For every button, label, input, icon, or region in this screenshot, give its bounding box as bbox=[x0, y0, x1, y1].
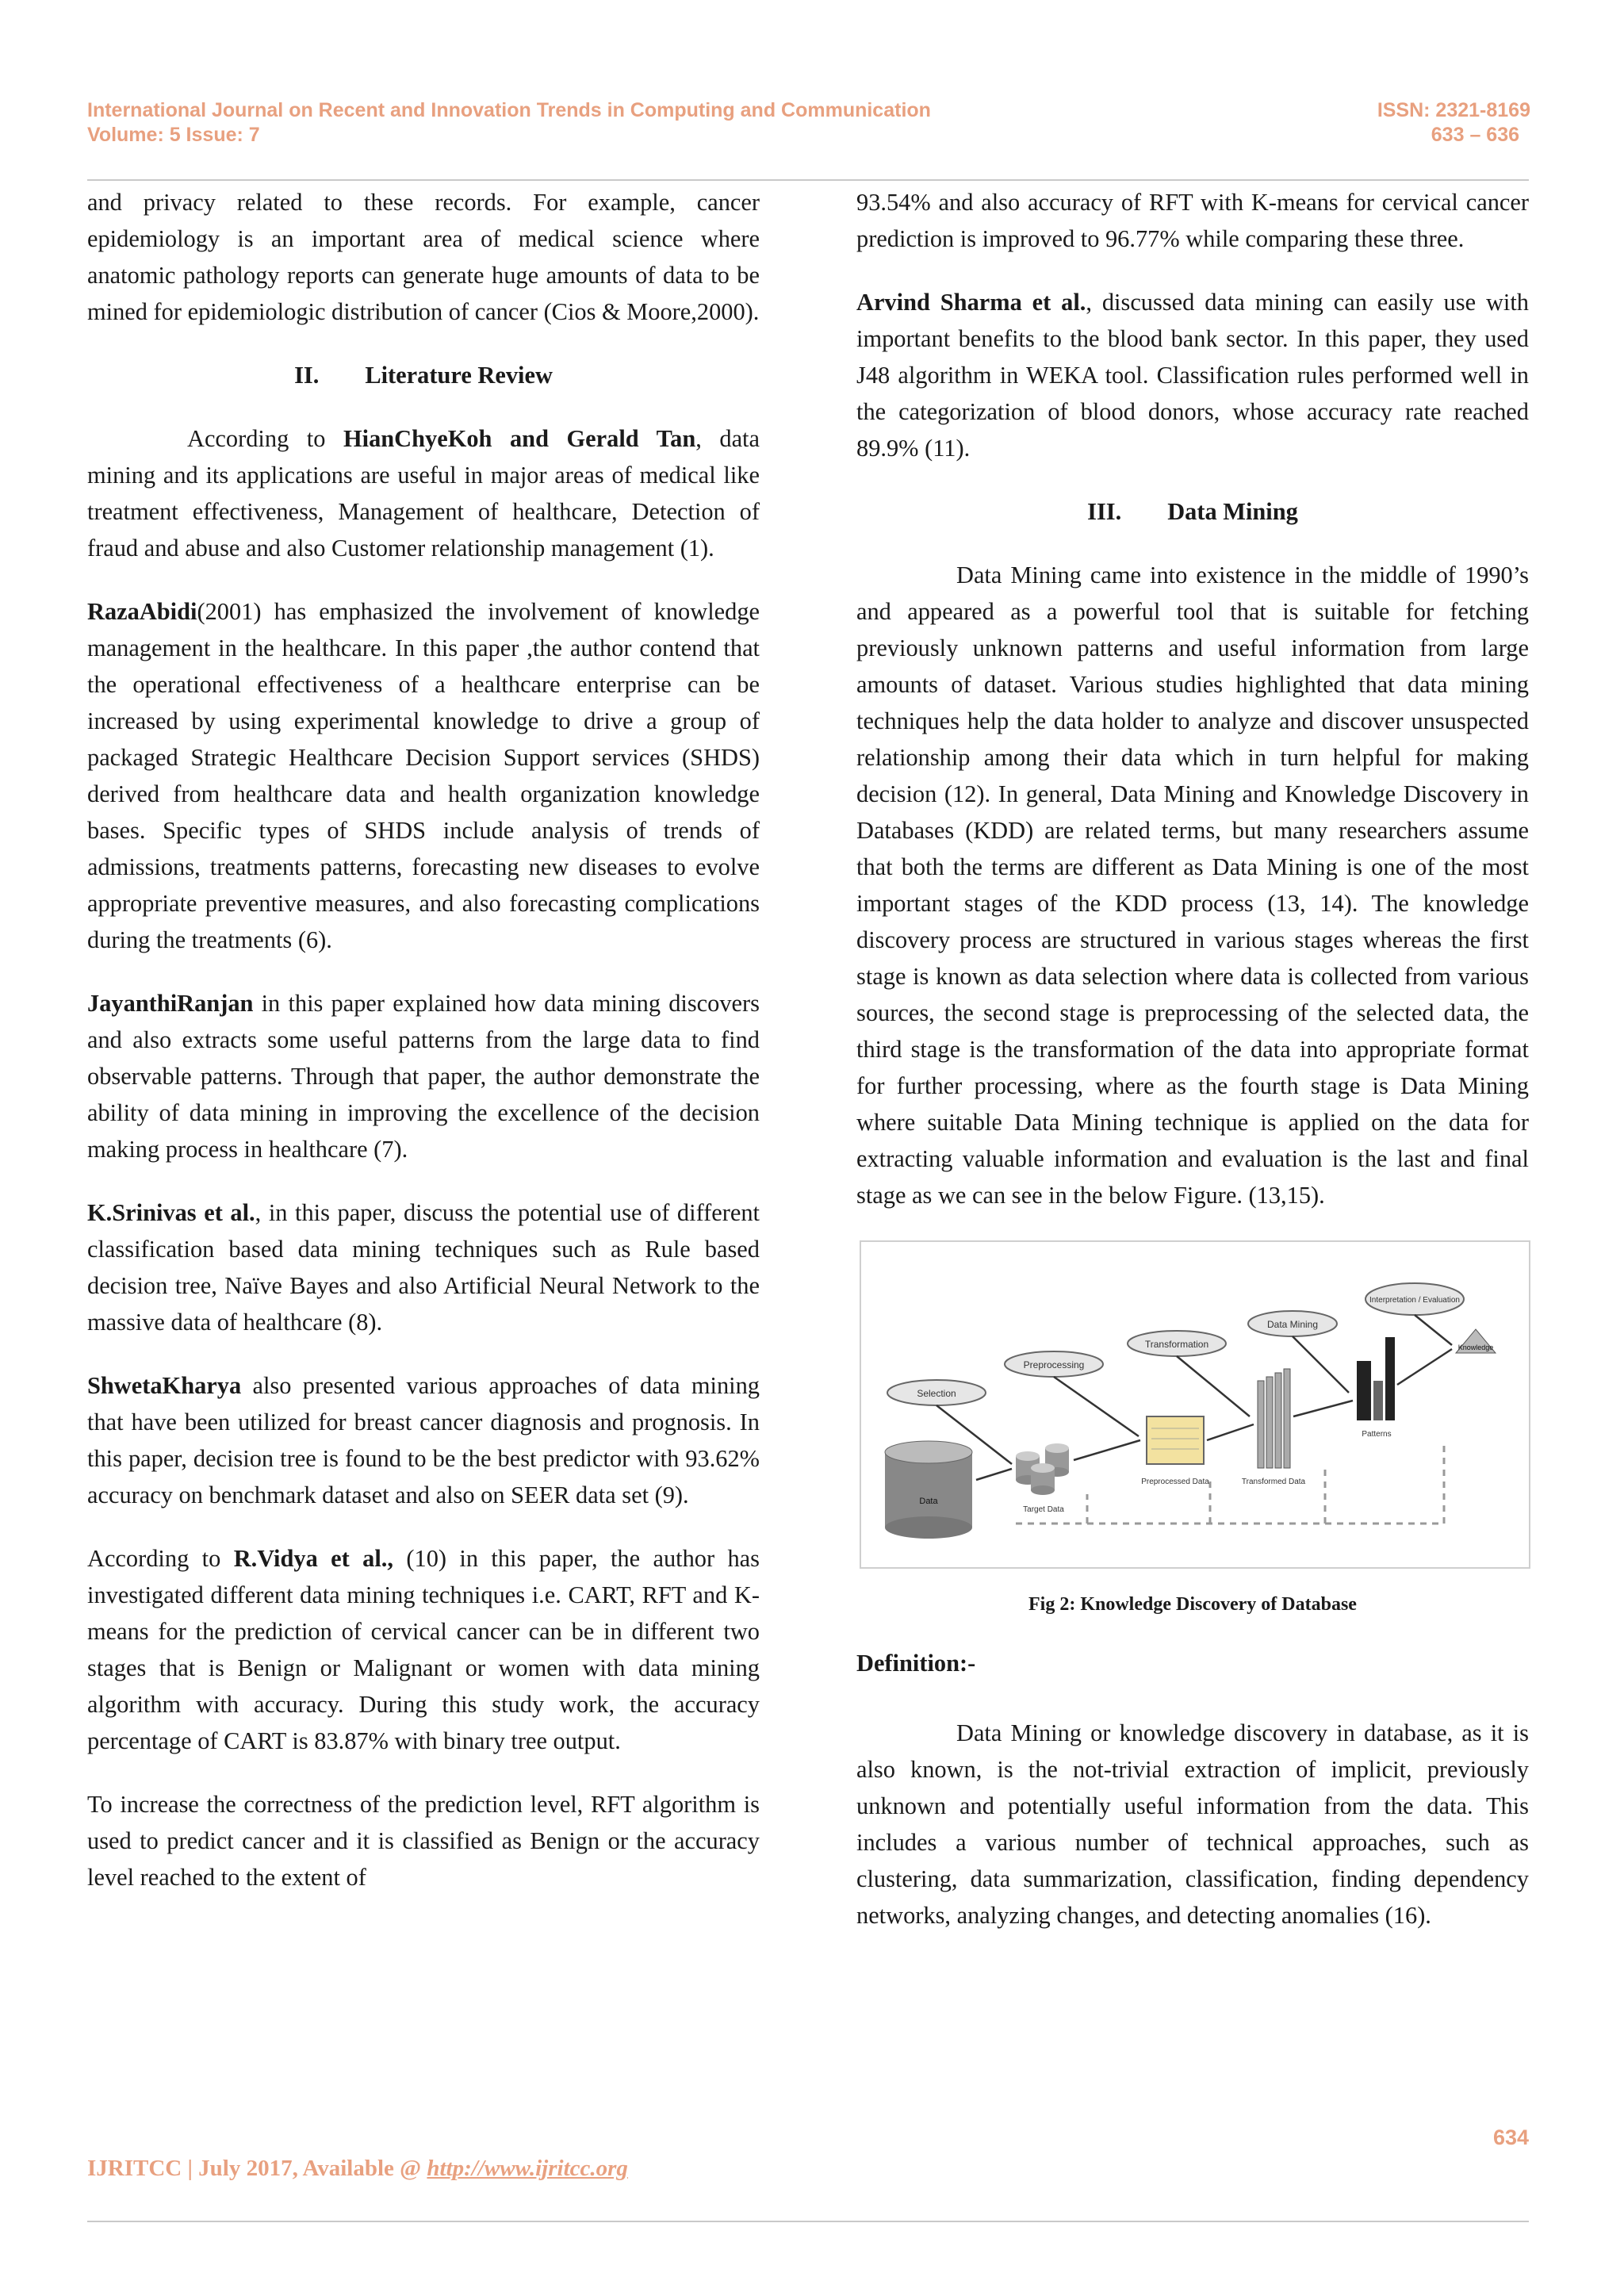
feedback-branches bbox=[1087, 1464, 1325, 1524]
paragraph-rft-continued: 93.54% and also accuracy of RFT with K-means for cervical cancer prediction is improved to 96.77% while comparing these three. bbox=[856, 189, 1529, 252]
data-cylinder bbox=[885, 1441, 972, 1539]
footer-text: IJRITCC | July 2017, Available @ bbox=[87, 2156, 427, 2181]
author-name: Arvind Sharma et al. bbox=[856, 289, 1086, 316]
section-title: Data Mining bbox=[1167, 498, 1298, 525]
author-name: K.Srinivas et al. bbox=[87, 1199, 255, 1226]
journal-volume: Volume: 5 Issue: 7 bbox=[87, 124, 260, 146]
artifact-label: Data bbox=[919, 1497, 938, 1506]
stage-transformation bbox=[1128, 1331, 1226, 1356]
paragraph-srinivas bbox=[87, 1194, 760, 1340]
text: in this paper explained how data mining discovers and also extracts some useful patterns from the large data to find observable patterns. Through that paper, the author demonstrate the ability of data mining in improving the excellence of the decision making process in healthcare (7). bbox=[87, 990, 760, 1163]
header-rule bbox=[87, 179, 1529, 181]
text: , in this paper, discuss the potential use of different classification based data mining techniques such as Rule based decision tree, Naïve Bayes and also Artificial Neural Network to the massive data of healthcare (8). bbox=[87, 1199, 760, 1336]
section-number: II. bbox=[294, 362, 320, 389]
section-heading-data-mining bbox=[856, 493, 1529, 530]
paragraph-ranjan bbox=[87, 985, 760, 1167]
stage-interpretation bbox=[1365, 1283, 1464, 1315]
kdd-figure bbox=[860, 1240, 1530, 1569]
stage-label: Interpretation / Evaluation bbox=[1369, 1296, 1460, 1305]
author-name: RazaAbidi bbox=[87, 598, 197, 625]
artifact-label: Transformed Data bbox=[1241, 1478, 1306, 1486]
paragraph-data-mining: Data Mining came into existence in the middle of 1990’s and appeared as a powerful tool that is suitable for fetching previously unknown patterns and useful information from large amounts of dataset. Various studies highlighted that data mining techniques help the data holder to analyze and discover unsuspected relationship among their data which in turn helpful for making decision (12). In general, Data Mining and Knowledge Discovery in Databases (KDD) are related terms, but many researchers assume that both the terms are different as Data Mining is one of the most important stages of the KDD process (13, 14). The knowledge discovery process are structured in various stages whereas the first stage is known as data selection where data is collected from various sources, the second stage is preprocessing of the selected data, the third stage is the transformation of the data into appropriate format for further processing, where as the fourth stage is Data Mining where suitable Data Mining technique is applied on the data for extracting valuable information and evaluation is the last and final stage as we can see in the below Figure. (13,15). bbox=[856, 562, 1529, 1209]
artifact-label: Target Data bbox=[1023, 1505, 1064, 1514]
knowledge-pyramid bbox=[1456, 1329, 1496, 1353]
transformed-data bbox=[1242, 1369, 1306, 1486]
section-number: III. bbox=[1087, 498, 1122, 525]
author-name: JayanthiRanjan bbox=[87, 990, 254, 1017]
stage-label: Transformation bbox=[1144, 1339, 1209, 1350]
issn: ISSN: 2321-8169 bbox=[1377, 99, 1530, 121]
paragraph-koh-tan bbox=[87, 420, 760, 566]
intro-paragraph: and privacy related to these records. For example, cancer epidemiology is an important area of medical science where anatomic pathology reports can generate huge amounts of data to be mined for epidemiologic distribution of cancer (Cios & Moore,2000). bbox=[87, 189, 760, 325]
stage-preprocessing bbox=[1005, 1351, 1103, 1377]
stage-label: Preprocessing bbox=[1023, 1359, 1085, 1370]
artifact-label: Preprocessed Data bbox=[1141, 1478, 1209, 1486]
paragraph-vidya bbox=[87, 1540, 760, 1759]
journal-title: International Journal on Recent and Innovation Trends in Computing and Communication bbox=[87, 99, 931, 121]
kdd-diagram bbox=[861, 1242, 1529, 1567]
artifact-label: Knowledge bbox=[1457, 1343, 1494, 1351]
paragraph-kharya bbox=[87, 1367, 760, 1513]
paragraph-definition: Data Mining or knowledge discovery in database, as it is also known, is the not-trivial extraction of implicit, previously unknown and potentially useful information from the data. This includes a various number of technical approaches, such as clustering, data summarization, classification, finding dependency networks, analyzing changes, and detecting anomalies (16). bbox=[856, 1719, 1529, 1929]
text: (2001) has emphasized the involvement of knowledge management in the healthcare. In this paper ,the author contend that the operational effectiveness of a healthcare enterprise can be increased by using experimental knowledge to drive a group of packaged Strategic Healthcare Decision Support services (SHDS) derived from healthcare data and health organization knowledge bases. Specific types of SHDS include analysis of trends of admissions, treatments patterns, forecasting new diseases to evolve appropriate preventive measures, and also forecasting complications during the treatments (6). bbox=[87, 598, 760, 953]
target-data bbox=[1016, 1443, 1069, 1514]
paragraph-abidi bbox=[87, 593, 760, 958]
stage-data-mining bbox=[1248, 1311, 1337, 1336]
stage-label: Data Mining bbox=[1266, 1319, 1319, 1330]
author-name: HianChyeKoh and Gerald Tan bbox=[343, 425, 696, 452]
journal-header bbox=[87, 98, 931, 148]
feedback-loop bbox=[1016, 1444, 1444, 1524]
artifact-label: Patterns bbox=[1362, 1430, 1392, 1439]
patterns bbox=[1357, 1337, 1395, 1439]
page-range: 633 – 636 bbox=[1431, 124, 1519, 146]
footer bbox=[87, 2156, 628, 2182]
footer-rule bbox=[87, 2221, 1529, 2222]
text: According to bbox=[87, 1545, 234, 1572]
definition-heading: Definition:- bbox=[856, 1650, 976, 1677]
section-heading-literature-review bbox=[87, 357, 760, 393]
text: (10) in this paper, the author has investigated different data mining techniques i.e. CART, RFT and K-means for the prediction of cervical cancer can be in different two stages that is Benign or Malignant or women with data mining algorithm with accuracy. During this study work, the accuracy percentage of CART is 83.87% with binary tree output. bbox=[87, 1545, 760, 1754]
right-column bbox=[856, 184, 1529, 1961]
preprocessed-data bbox=[1141, 1416, 1209, 1486]
author-name: ShwetaKharya bbox=[87, 1372, 242, 1399]
paragraph-rft: To increase the correctness of the prediction level, RFT algorithm is used to predict cancer and it is classified as Benign or the accuracy level reached to the extent of bbox=[87, 1791, 760, 1891]
text: According to bbox=[187, 425, 343, 452]
text: , data mining and its applications are useful in major areas of medical like treatment effectiveness, Management of healthcare, Detection of fraud and abuse and also Customer relationship management (1). bbox=[87, 425, 760, 562]
stage-selection bbox=[887, 1380, 986, 1405]
paragraph-sharma bbox=[856, 284, 1529, 466]
section-title: Literature Review bbox=[365, 362, 553, 389]
text: , discussed data mining can easily use with important benefits to the blood bank sector. In this paper, they used J48 algorithm in WEKA tool. Classification rules performed well in the categorization of blood donors, whose accuracy rate reached 89.9% (11). bbox=[856, 289, 1529, 462]
journal-link[interactable]: http://www.ijritcc.org bbox=[427, 2156, 628, 2181]
figure-caption: Fig 2: Knowledge Discovery of Database bbox=[1028, 1594, 1357, 1615]
text: also presented various approaches of data mining that have been utilized for breast cancer diagnosis and prognosis. In this paper, decision tree is found to be the best predictor with 93.62% accuracy on benchmark dataset and also on SEER data set (9). bbox=[87, 1372, 760, 1508]
page-number: 634 bbox=[1492, 2125, 1529, 2149]
issn-header bbox=[1377, 98, 1530, 148]
author-name: R.Vidya et al., bbox=[233, 1545, 393, 1572]
left-column bbox=[87, 184, 760, 1922]
stage-label: Selection bbox=[917, 1388, 956, 1399]
